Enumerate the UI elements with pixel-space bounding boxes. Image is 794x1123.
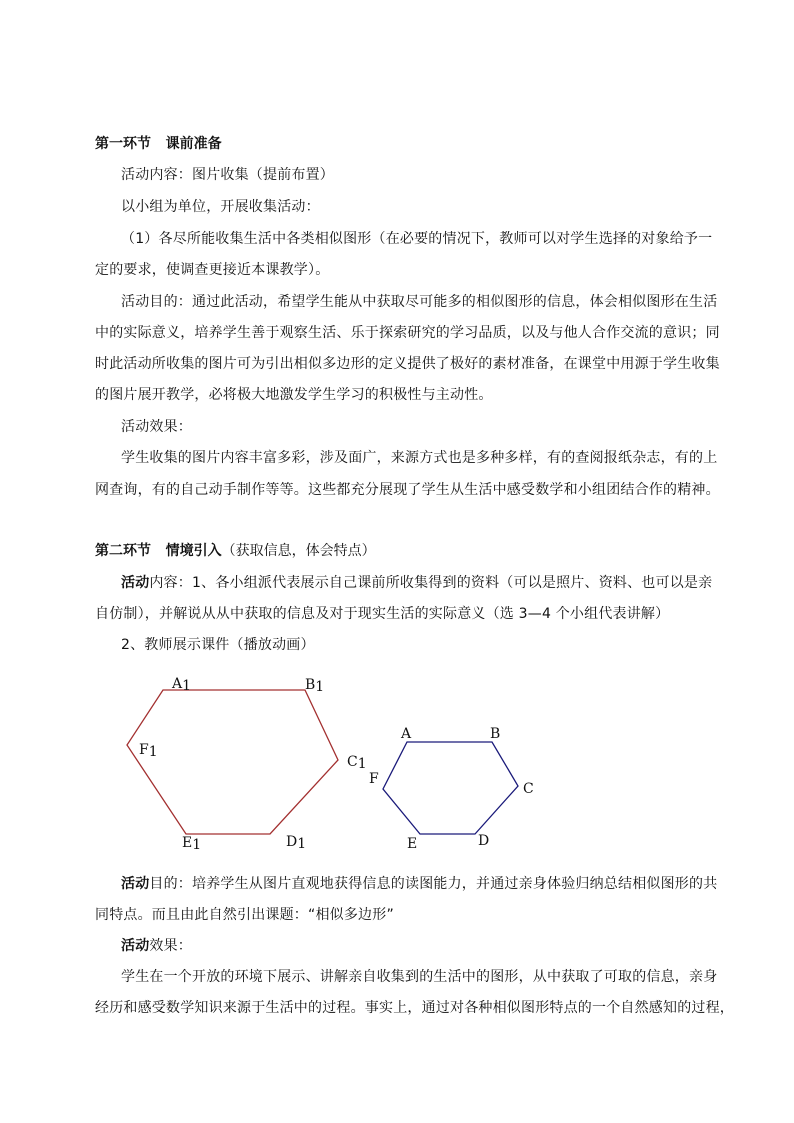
content-text: 内容：1、各小组派代表展示自己课前所收集得到的资料（可以是照片、资料、也可以是亲 — [149, 575, 713, 591]
paragraph-line: 的图片展开教学，必将极大地激发学生学习的积极性与主动性。 — [95, 387, 493, 403]
label-a1: A1 — [172, 676, 192, 694]
section2-subtitle: （获取信息，体会特点） — [221, 543, 376, 559]
content-lead: 活动 — [121, 575, 150, 591]
effect-line: 学生在一个开放的环境下展示、讲解亲自收集到的生活中的图形，从中获取了可取的信息，亲身 — [121, 969, 718, 985]
purpose-line — [121, 873, 717, 893]
label-a: A — [401, 726, 412, 742]
purpose-lead: 活动 — [121, 876, 150, 892]
content-line: 自仿制），并解说从从中获取的信息及对于现实生活的实际意义（选 3—4 个小组代表讲解） — [95, 606, 670, 622]
label-d: D — [478, 833, 490, 849]
effect-rest: 效果： — [149, 938, 193, 954]
label-d1: D1 — [286, 834, 307, 852]
small-hexagon — [383, 742, 518, 834]
section1-title2: 课前准备 — [165, 136, 222, 152]
label-e: E — [407, 836, 418, 852]
paragraph-line: 活动内容：图片收集（提前布置） — [121, 167, 334, 183]
paragraph-line: 定的要求，使调查更接近本课教学）。 — [95, 262, 330, 278]
content-line: 2、教师展示课件（播放动画） — [121, 637, 315, 653]
label-b1: B1 — [305, 677, 325, 695]
paragraph-line: 学生收集的图片内容丰富多彩，涉及面广，来源方式也是多种多样，有的查阅报纸杂志，有的上 — [121, 450, 718, 466]
paragraph-line: （1）各尽所能收集生活中各类相似图形（在必要的情况下，教师可以对学生选择的对象给予一 — [121, 231, 713, 247]
label-f1: F1 — [139, 742, 158, 760]
paragraph-line: 以小组为单位，开展收集活动： — [121, 199, 320, 215]
label-f: F — [369, 771, 379, 787]
label-c: C — [523, 781, 534, 797]
paragraph-line: 中的实际意义，培养学生善于观察生活、乐于探索研究的学习品质，以及与他人合作交流的意识；同 — [95, 325, 720, 341]
label-c1: C1 — [347, 754, 367, 772]
paragraph-line: 活动效果： — [121, 419, 192, 435]
purpose-line: 同特点。而且由此自然引出课题：“相似多边形” — [95, 907, 394, 923]
paragraph-line: 网查询，有的自己动手制作等等。这些都充分展现了学生从生活中感受数学和小组团结合作的精神。 — [95, 482, 720, 498]
section2-title: 第二环节 — [95, 543, 151, 559]
paragraph-line: 时此活动所收集的图片可为引出相似多边形的定义提供了极好的素材准备，在课堂中用源于学生收集 — [95, 356, 720, 372]
purpose-text: 目的：培养学生从图片直观地获得信息的读图能力，并通过亲身体验归纳总结相似图形的共 — [149, 876, 718, 892]
label-b: B — [490, 726, 501, 742]
section1-title: 第一环节 — [95, 136, 151, 152]
label-e1: E1 — [182, 835, 202, 853]
section2-title2: 情境引入 — [165, 543, 222, 559]
effect-line: 经历和感受数学知识来源于生活中的过程。事实上，通过对各种相似图形特点的一个自然感知的过程， — [95, 1000, 734, 1016]
effect-heading — [121, 935, 192, 955]
large-hexagon — [127, 690, 338, 834]
effect-lead: 活动 — [121, 938, 150, 954]
paragraph-line: 活动目的：通过此活动，希望学生能从中获取尽可能多的相似图形的信息，体会相似图形在生活 — [121, 294, 718, 310]
